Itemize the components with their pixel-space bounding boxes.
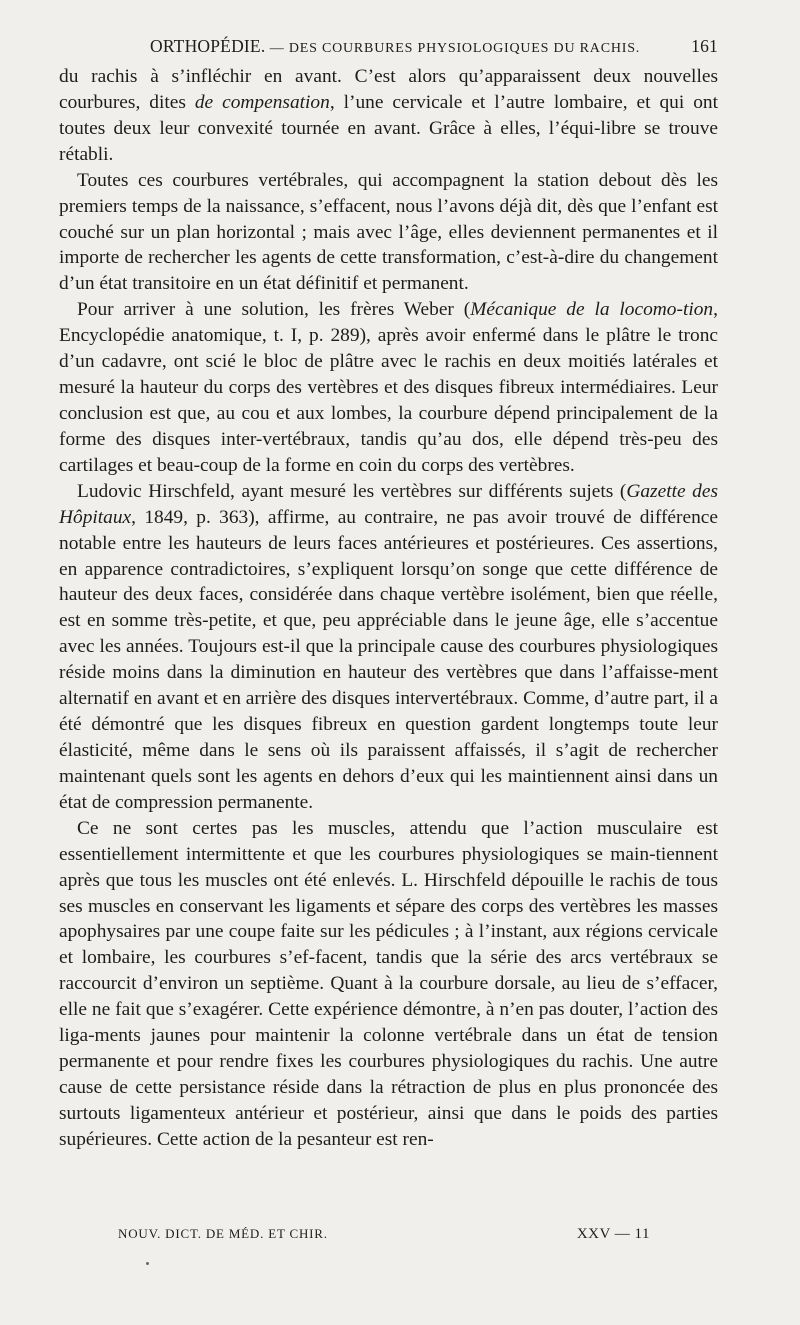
text-run: , Encyclopédie anatomique, t. I, p. 289), après avoir enfermé dans le plâtre le tronc d’un cadavre, ont scié le bloc de plâtre avec le rachis en deux moitiés latérales et mesuré la hauteur du corps des vertèbres et des disques fibreux intermédiaires. Leur conclusion est que, au cou et aux lombes, la courbure dépend principalement de la forme des disques inter-vertébraux, tandis qu’au dos, elle dépend très-peu des cartilages et beau-coup de la forme en coin du corps des vertèbres. (59, 299, 718, 476)
printer-signature (118, 1226, 650, 1243)
italic-title: de compensation (194, 91, 330, 113)
text-run: , l’une cervicale et l’autre lombaire, et qui ont toutes deux leur convexité tournée en avant. Grâce à elles, l’équi-libre se trouve rétabli. (59, 91, 719, 165)
ink-speck (146, 1262, 149, 1265)
signature-right: XXV — 11 (576, 1226, 650, 1242)
text-run: Toutes ces courbures vertébrales, qui accompagnent la station debout dès les premiers temps de la naissance, s’effacent, nous l’avons déjà dit, dès que l’enfant est couché sur un plan horizontal ; mais avec l’âge, elles deviennent permanentes et il importe de rechercher les agents de cette transformation, c’est-à-dire du changement d’un état transitoire en un état définitif et permanent. (59, 169, 718, 295)
paragraph (59, 816, 718, 1153)
italic-title: Mécanique de la locomo-tion (470, 299, 714, 321)
text-run: du rachis à s’infléchir en avant. C’est alors qu’apparaissent deux nouvelles courbures, dites (59, 66, 718, 113)
text-run: , 1849, p. 363), affirme, au contraire, ne pas avoir trouvé de différence notable entre les hauteurs de leurs faces antérieures et postérieures. Ces assertions, en apparence contradictoires, s’expliquent lorsqu’on songe que cette différence de hauteur des deux faces, considérée dans chaque vertèbre isolément, bien que réelle, est en somme très-petite, et que, peu appréciable dans le jeune âge, elle s’accentue avec les années. Toujours est-il que la principale cause des courbures physiologiques réside moins dans la diminution en hauteur des vertèbres que dans l’affaisse-ment alternatif en avant et en arrière des disques intervertébraux. Comme, d’autre part, il a été démontré que les disques fibreux en question gardent longtemps toute leur élasticité, même dans le sens où ils paraissent affaissés, il s’agit de rechercher maintenant quels sont les agents en dehors d’eux qui les maintiennent ainsi dans un état de compression permanente. (59, 506, 718, 813)
signature-left: NOUV. DICT. DE MÉD. ET CHIR. (118, 1226, 328, 1241)
running-title-main: ORTHOPÉDIE. (150, 36, 266, 56)
paragraph (59, 479, 718, 816)
paragraph (59, 297, 718, 478)
running-title-sub: DES COURBURES PHYSIOLOGIQUES DU RACHIS. (288, 41, 641, 56)
paragraph (59, 64, 718, 168)
text-run: Pour arriver à une solution, les frères Weber ( (77, 299, 471, 321)
italic-title: Gazette des Hôpitaux (59, 480, 718, 528)
text-run: Ludovic Hirschfeld, ayant mesuré les vertèbres sur différents sujets ( (77, 480, 627, 502)
page-number: 161 (691, 36, 718, 56)
running-title (59, 36, 691, 57)
paragraph (59, 168, 718, 298)
text-run: Ce ne sont certes pas les muscles, attendu que l’action musculaire est essentiellement intermittente et que les courbures physiologiques se main-tiennent après que tous les muscles ont été enlevés. L. Hirschfeld dépouille le rachis de tous ses muscles en conservant les ligaments et sépare des corps des vertèbres les masses apophysaires par une coupe faite sur les pédicules ; à l’instant, aux régions cervicale et lombaire, les courbures s’ef-facent, tandis que la série des arcs vertébraux se raccourcit d’environ un septième. Quant à la courbure dorsale, au lieu de s’effacer, elle ne fait que s’exagérer. Cette expérience démontre, à n’en pas douter, l’action des liga-ments jaunes pour maintenir la colonne vertébrale dans un état de tension permanente et pour rendre fixes les courbures physiologiques du rachis. Une autre cause de cette persistance réside dans la rétraction de plus en plus prononcée des surtouts ligamenteux antérieur et postérieur, ainsi que dans le poids des parties supérieures. Cette action de la pesanteur est ren- (59, 817, 718, 1150)
body-text (59, 64, 718, 1153)
running-title-dash: — (265, 41, 289, 56)
running-head (59, 36, 718, 64)
